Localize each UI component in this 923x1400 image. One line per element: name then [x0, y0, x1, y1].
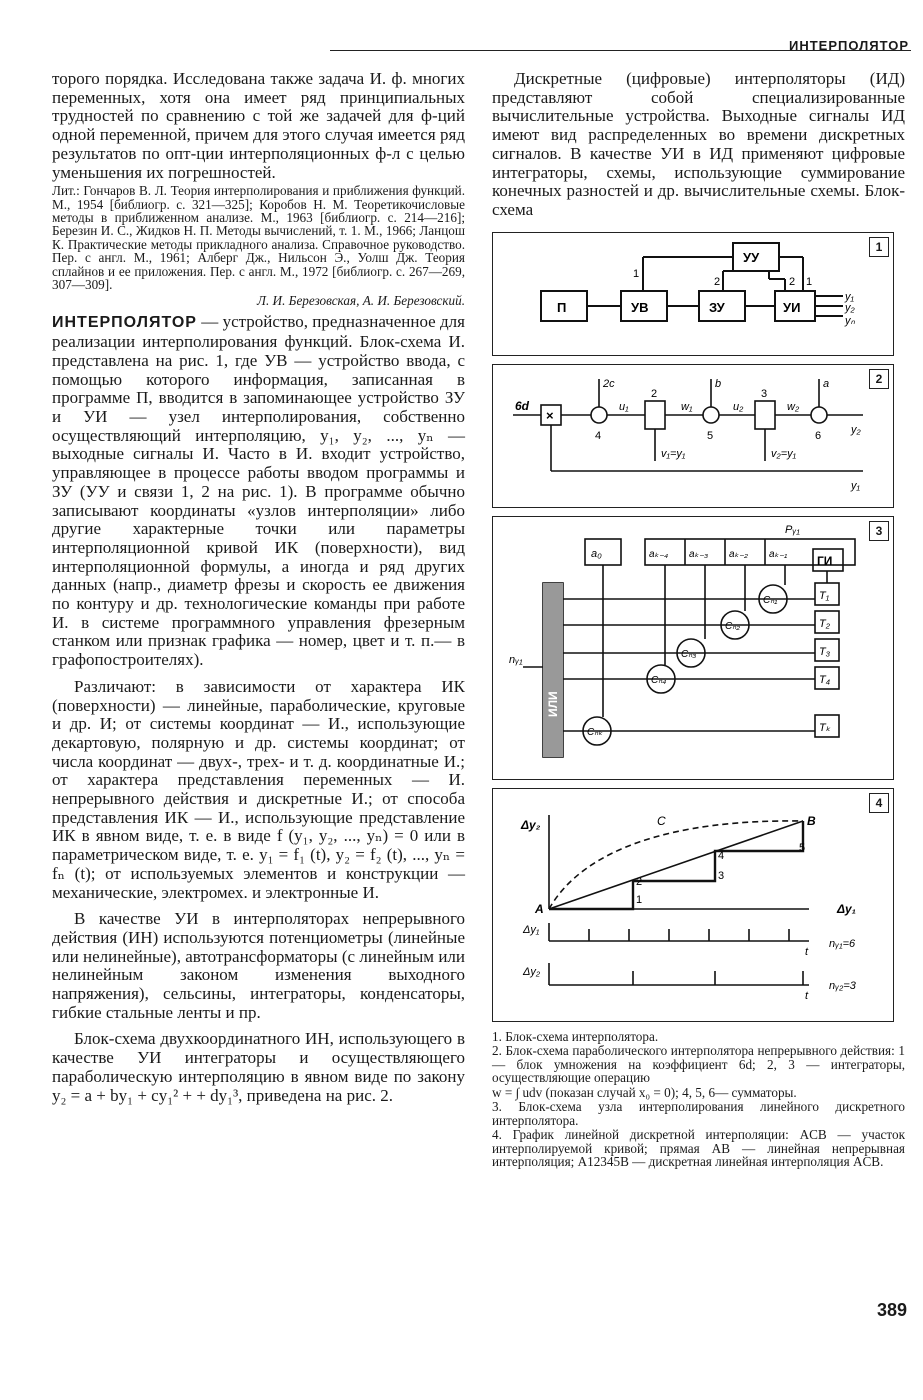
sig-w2: w₂ — [787, 400, 800, 413]
label-t1: T₁ — [819, 589, 830, 602]
input-b: b — [715, 377, 722, 390]
out-y2: y₂ — [851, 423, 861, 436]
figure-1-diagram — [493, 233, 893, 355]
figure-4-number: 4 — [869, 793, 889, 813]
mult-sign: × — [546, 407, 554, 423]
sig-v2: v₂=y₁ — [771, 447, 797, 460]
figure-2-number: 2 — [869, 369, 889, 389]
parabolic-paragraph: Блок-схема двухкоординатного ИН, использующего в качестве УИ интеграторы и осуществляющего параболическую интерполяцию в явном виде по закону y₂ = a + by₁ + cy₁² + + dy₁³, приведена на рис. 2. — [52, 1029, 465, 1105]
label-a0: a₀ — [591, 547, 602, 560]
axis-dy2-pulse: Δy₂ — [523, 965, 541, 978]
continuous-paragraph: В качестве УИ в интерполяторах непрерывного действия (ИН) используются потенциометры (линейные или нелинейные), автотрансформаторы (с линейным или нелинейным законом изменения выходного напряжения), сельсины, интеграторы, конденсаторы, гибкие стальные ленты и пр. — [52, 909, 465, 1022]
sig-u2: u₂ — [733, 400, 744, 413]
discrete-paragraph: Дискретные (цифровые) интерполяторы (ИД) представляют собой специализированные вычислительные устройства. Выходные сигналы ИД имеют вид распределенных во времени дискретных сигналов. В качестве УИ в ИД применяют цифровые интеграторы, схемы, использующие суммирование конечных разностей и др. вычислительные схемы. Блок-схема — [492, 69, 905, 219]
point-c: C — [657, 813, 666, 828]
point-a: A — [535, 901, 544, 916]
label-t2: T₂ — [819, 617, 830, 630]
figure-3 — [492, 516, 894, 780]
entry-paragraph — [52, 313, 465, 669]
caption-2b: w = ∫ udv (показан случай x₀ = 0); 4, 5, 6— сумматоры. — [492, 1084, 797, 1100]
figure-captions — [492, 1030, 905, 1169]
input-2c: 2c — [603, 377, 615, 390]
figure-4-graph — [493, 789, 893, 1021]
article-authors: Л. И. Березовская, А. И. Березовский. — [257, 293, 465, 309]
page-number: 389 — [876, 1300, 907, 1320]
integrator-3 — [755, 401, 775, 429]
out-y1: y₁ — [845, 290, 854, 303]
label-tk: Tₖ — [819, 721, 831, 734]
label-zu: ЗУ — [709, 299, 725, 315]
label-gi: ГИ — [817, 553, 833, 568]
figure-2-diagram — [493, 365, 893, 507]
label-cn1: Cₙ₁ — [763, 594, 778, 606]
label-uu: УУ — [743, 249, 760, 265]
entry-text: — устройство, предназначенное для реализации интерполирования функций. Блок-схема И. представлена на рис. 1, где УВ — устройство ввода, с помощью которого информация, записанная в программе П, вводится в запоминающее устройство ЗУ и УИ — узел интерполирования, собственно осуществляющий интерполяцию, y₁, y₂, ..., yₙ — выходные сигналы И. Часто в И. входит устройство, управляющее в процессе работы вводом программы и ЗУ (УУ и связи 1, 2 на рис. 1). В программе обычно записывают координаты «узлов интерполяции» либо другие характерные точки или параметры интерполяционной кривой ИК (поверхности), вид интерполяционной формулы, а иногда и ряд других данных (напр., диаметр фрезы и скорость ее движения по контуру и др. технологические команды при работе И. в системе программного управления фрезерным станком или признак графика — номер, цвет и т. п.— в графопостроителях). — [52, 312, 465, 670]
caption-2a: 2. Блок-схема параболического интерполятора непрерывного действия: 1 — блок умножения на коэффициент 6d; 2, 3 — интеграторы, осуществляющие операцию — [492, 1043, 905, 1086]
num-2: 2 — [651, 387, 658, 400]
summator-4 — [591, 407, 607, 423]
axis-dy2: Δy₂ — [521, 817, 541, 832]
label-ak3: aₖ₋₃ — [689, 548, 709, 560]
link-2a: 2 — [714, 275, 721, 288]
figure-1 — [492, 232, 894, 356]
right-column — [492, 70, 905, 1170]
intro-paragraph: торого порядка. Исследована также задача И. ф. многих переменных, хотя она имеет ряд принципиальных трудностей по сравнению с той же задачей для ф-ций одной переменной, причем для этого случая имеется ряд результатов по опт-ции интерполяционных ф-л с целью уменьшения их погрешностей. — [52, 69, 465, 182]
label-t4: T₄ — [819, 673, 831, 686]
point-4: 4 — [718, 849, 725, 862]
label-cn4: Cₙ₄ — [651, 674, 667, 686]
input-a: a — [823, 377, 830, 390]
t-label-2: t — [805, 989, 809, 1002]
label-t3: T₃ — [819, 645, 831, 658]
label-p: П — [557, 299, 567, 315]
out-y2: y₂ — [845, 301, 855, 314]
caption-4: 4. График линейной дискретной интерполяции: ACB — участок интерполируемой кривой; прямая AB — линейная непрерывная интерполяция; A12345B — дискретная линейная интерполяция ACB. — [492, 1127, 905, 1170]
sig-v1: v₁=y₁ — [661, 447, 686, 460]
point-b: B — [807, 813, 816, 828]
point-1: 1 — [636, 893, 643, 906]
label-ak1: aₖ₋₁ — [769, 548, 788, 560]
count-ny1: nᵧ₁=6 — [829, 937, 856, 950]
link-1b: 1 — [806, 275, 813, 288]
figure-4 — [492, 788, 894, 1022]
summator-5 — [703, 407, 719, 423]
label-ny1: nᵧ₁ — [509, 653, 523, 666]
num-3: 3 — [761, 387, 768, 400]
left-column — [52, 70, 465, 1105]
link-2b: 2 — [789, 275, 796, 288]
count-ny2: nᵧ₂=3 — [829, 979, 856, 992]
sig-w1: w₁ — [681, 400, 693, 413]
label-ak2: aₖ₋₂ — [729, 548, 748, 560]
entry-term: ИНТЕРПОЛЯТОР — [52, 314, 197, 332]
point-3: 3 — [718, 869, 725, 882]
label-cnk: Cₙₖ — [587, 726, 603, 738]
out-y1: y₁ — [851, 479, 860, 492]
running-head: ИНТЕРПОЛЯТОР — [788, 38, 909, 53]
caption-3: 3. Блок-схема узла интерполирования линейного дискретного интерполятора. — [492, 1099, 905, 1128]
caption-1: 1. Блок-схема интерполятора. — [492, 1028, 659, 1044]
num-6: 6 — [815, 429, 822, 442]
label-py1: Pᵧ₁ — [785, 523, 800, 536]
label-cn3: Cₙ₃ — [681, 648, 697, 660]
summator-6 — [811, 407, 827, 423]
label-ui: УИ — [783, 299, 801, 315]
figure-3-diagram — [493, 517, 893, 779]
link-1: 1 — [633, 267, 640, 280]
point-5: 5 — [799, 841, 806, 854]
input-6d: 6d — [515, 398, 530, 413]
label-uv: УВ — [631, 299, 649, 315]
axis-dy1: Δy₁ — [837, 901, 856, 916]
num-5: 5 — [707, 429, 714, 442]
out-yn: yₙ — [845, 314, 855, 327]
sig-u1: u₁ — [619, 400, 629, 413]
axis-dy1-pulse: Δy₁ — [523, 923, 540, 936]
t-label-1: t — [805, 945, 809, 958]
literature: Лит.: Гончаров В. Л. Теория интерполирования и приближения функций. М., 1954 [библиогр. с. 321—325]; Коробов Н. М. Теоретикочисловые методы в приближенном анализе. М., 1963 [библиогр. с. 214—216]; Березин И. С., Жидков Н. П. Методы вычислений, т. 1. М., 1966; Ланцош К. Практические методы прикладного анализа. Справочное руководство. Пер. с англ. М., 1961; Алберг Дж., Нильсон Э., Уолш Дж. Теория сплайнов и ее приложения. Пер. с англ. М., 1972 [библиогр. с. 267—269, 307—309]. — [52, 183, 465, 293]
num-4: 4 — [595, 429, 602, 442]
integrator-2 — [645, 401, 665, 429]
figure-2 — [492, 364, 894, 508]
figure-3-number: 3 — [869, 521, 889, 541]
label-ak4: aₖ₋₄ — [649, 548, 669, 560]
classification-paragraph: Различают: в зависимости от характера ИК (поверхности) — линейные, параболические, круговые и др. И; от системы координат — И., использующие декартовую, полярную и др. системы координат; от числа координат — двух-, трех- и т. д. координатные И.; от характера представления переменных — И. непрерывного действия и дискретные И.; от способа представления ИК — И., использующие представление ИК в явном виде, т. е. в виде f (y₁, y₂, ..., yₙ) = 0 или в параметрическом виде, т. е. y₁ = f₁ (t), y₂ = f₂ (t), ..., yₙ = fₙ (t); от используемых элементов и конструкции — механические, электромех. и электронные И. — [52, 676, 465, 902]
point-2: 2 — [636, 875, 643, 888]
figure-1-number: 1 — [869, 237, 889, 257]
label-ili: ИЛИ — [546, 690, 560, 717]
line-ab — [549, 821, 806, 909]
label-cn2: Cₙ₂ — [725, 620, 741, 632]
